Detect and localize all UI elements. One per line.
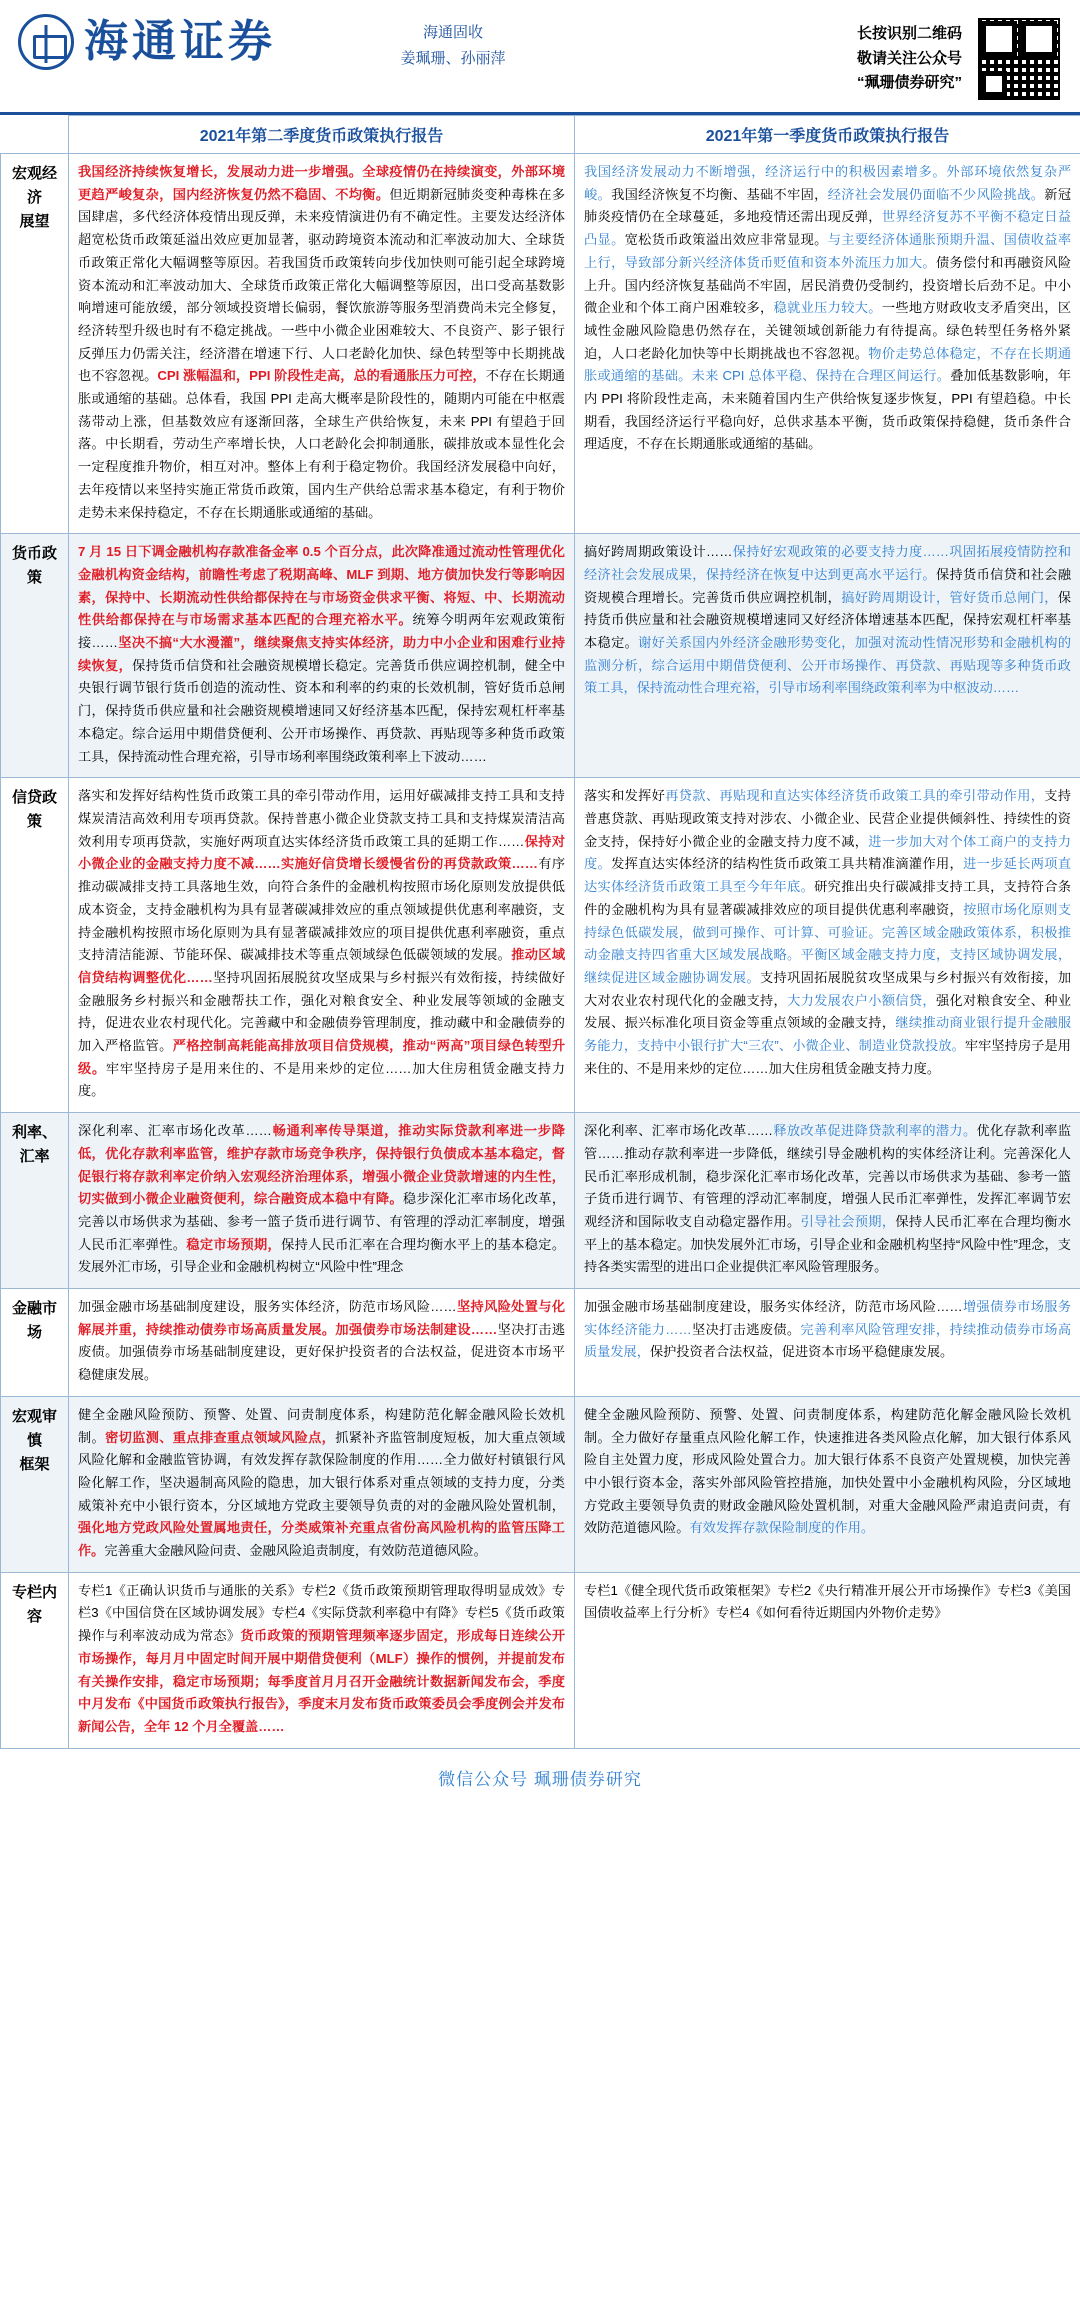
text-segment: 稳定市场预期， [186, 1236, 282, 1252]
text-segment: 保持人民币汇率在合理均衡水平上的基本稳定。发展外汇市场，引导企业和金融机构树立“风险中性”理念 [78, 1236, 566, 1275]
text-segment: 密切监测、重点排查重点领域风险点， [105, 1429, 336, 1445]
text-segment: 坚持风险处置与化解展并重，持续推动债券市场高质量发展。 [78, 1299, 566, 1337]
text-segment: 物价走势总体稳定，不存在长期通胀或通缩的基础。未来 CPI 总体平稳、保持在合理区间运行。 [584, 345, 1072, 384]
text-segment: 健全金融风险预防、预警、处置、问责制度体系，构建防范化解金融风险长效机制。全力做好存量重点风险化解工作，快速推进各类风险点化解，加大银行体系风险自主处置力度，形成风险处置合力。加大银行体系不良资产处置规模，加快完善中小银行资本金，落实外部风险管控措施，加快处置中小金融机构风险，分区域地方党政主要领导负责的财政金融风险处置机制，对重大金融风险严肃追责问责，有效防范道德风险。 [584, 1406, 1071, 1536]
cell-paragraph [584, 1296, 1071, 1364]
text-segment: 专栏1《正确认识货币与通胀的关系》 [78, 1582, 302, 1598]
text-segment: 专栏3《中国信贷在区域协调发展》 [78, 1582, 565, 1621]
footer-account-name: 微信公众号 珮珊债券研究 [438, 1769, 642, 1789]
cell-paragraph [584, 1404, 1071, 1540]
cell-paragraph [78, 1120, 565, 1279]
text-segment: 加强债券市场法制建设…… [335, 1321, 498, 1337]
text-segment: 谢好关系国内外经济金融形势变化，加强对流动性情况形势和金融机构的监测分析，综合运用中期借贷便利、公开市场操作、再贷款、再贴现等多种货币政策工具，保持流动性合理充裕，引导市场利率围绕政策利率为中枢波动…… [584, 635, 1072, 696]
row-label: 金融市场 [1, 1289, 69, 1397]
text-segment: 货币政策的预期管理频率逐步固定，形成每日连续公开市场操作，每月月中固定时间开展中期借贷便利（MLF）操作的惯例，并提前发布有关操作安排，稳定市场预期；每季度首月月召开金融统计数据新闻发布会，季度中月发布《中国货币政策执行报告》，季度末月发布货币政策委员会季度例会并发布新闻公告，全年 12 个月全覆盖…… [78, 1628, 566, 1734]
text-segment: 债务偿付和再融资风险上升。 [584, 254, 1072, 293]
text-segment: 我国经济持续恢复增长，发展动力进一步增强。 [78, 164, 363, 179]
qr-block [558, 14, 1062, 102]
table-row [1, 154, 1080, 534]
text-segment: 全球疫情仍在持续演变，外部环境更趋严峻复杂，国内经济恢复仍然不稳固、不均衡。 [78, 164, 566, 202]
text-segment: 释放改革促进降贷款利率的潜力。 [772, 1123, 977, 1139]
qr-code-icon [976, 16, 1062, 102]
cell-paragraph [584, 1580, 1071, 1625]
text-segment: 专栏4《如何看待近期国内外物价走势》 [715, 1605, 948, 1621]
text-segment: 加强金融市场基础制度建设，服务实体经济，防范市场风险…… [584, 1299, 963, 1315]
cell-left [69, 1396, 575, 1572]
text-segment: 稳就业压力较大。 [773, 300, 882, 316]
cell-right [575, 778, 1080, 1113]
authors-names: 姜珮珊、孙丽萍 [400, 49, 506, 67]
table-row [1, 778, 1080, 1113]
text-segment: 专栏4《实际贷款利率稳中有降》 [271, 1605, 465, 1621]
text-segment: 专栏2《货币政策预期管理取得明显成效》 [301, 1582, 552, 1598]
text-segment: 抓紧补齐监管制度短板，加大重点领域风险化解和金融监管协调， [78, 1429, 566, 1468]
cell-left [69, 1113, 575, 1289]
text-segment: 与主要经济体通胀预期升温、国债收益率上行，导致部分新兴经济体货币贬值和资本外流压力加大。 [584, 232, 1072, 270]
text-segment: 稳步深化汇率市场化改革，完善以市场供求为基础、参考一篮子货币进行调节、有管理的浮动汇率制度，增强人民币汇率弹性。 [78, 1191, 566, 1252]
cell-left [69, 534, 575, 778]
text-segment: 支持普惠贷款、再贴现政策支持对涉农、小微企业、民营企业提供倾斜性、持续性的资金支持，保持好小微企业的金融支持力度不减， [584, 788, 1072, 849]
text-segment: 坚决打击逃废债。 [691, 1321, 801, 1337]
cell-right [575, 534, 1080, 778]
text-segment: 经济社会发展仍面临不少风险挑战。 [827, 186, 1045, 202]
authors-block [348, 14, 558, 71]
text-segment: 宽松货币政策溢出效应非常显现。 [624, 232, 828, 248]
text-segment: 专栏3《美国国债收益率上行分析》 [584, 1582, 1071, 1621]
text-segment: 平衡区域金融支持力度，支持区域协调发展，继续促进区域金融协调发展。 [584, 947, 1072, 985]
text-segment: 坚决打击逃废债。 [78, 1321, 566, 1360]
text-segment: 严格控制高耗能高排放项目信贷规模，推动“两高”项目绿色转型升级。 [78, 1038, 566, 1076]
cell-left [69, 778, 575, 1113]
text-segment: 继续推动商业银行提升金融服务能力，支持中小银行扩大“三农”、小微企业、制造业贷款投放。 [584, 1015, 1072, 1054]
text-segment: 研究推出央行碳减排支持工具，支持符合条件的金融机构为具有显著碳减排效应的项目提供优惠利率融资， [584, 879, 1072, 917]
text-segment: 有效发挥存款保险制度的作用……全力做好村镇银行风险化解工作，坚决遏制高风险的隐患，加大银行体系对重点领域的支持力度，分类威策补充中小银行资本，分区域地方党政主要领导负责的对的金融风险处置机制， [78, 1452, 566, 1513]
cell-right [575, 1572, 1080, 1748]
row-label: 宏观审慎 框架 [1, 1396, 69, 1572]
text-segment: 若我国货币政策转向步伐加快则可能引起全球跨境资本流动和汇率波动加大、全球货币政策正常化大幅调整等原因，出口受高基数影响增速可能放缓，部分领域投资增长偏弱，餐饮旅游等服务型消费尚未完全修复，经济转型升级也时有不稳定挑战。 [78, 254, 566, 338]
text-segment: 不存在长期通胀或通缩的基础。总体看，我国 PPI 走高大概率是阶段性的，随期内可能在中枢震荡带动上涨，但基数效应有逐渐回落，全球生产供给恢复，未来 PPI 有望趋于回落。中长期看，劳动生产率增长快，人口老龄化会抑制通胀，碳排放或本显性化会一定程度推升物价，相互对冲。整体上有利于稳定物价。 [78, 368, 565, 475]
text-segment: 有序推动碳减排支持工具落地生效，向符合条件的金融机构按照市场化原则发放提供低成本资金，支持金融机构为具有显著碳减排效应的重点领域提供优惠利率融资，支持金融机构按照市场化原则为具有显著碳减排效应的项目提供优惠利率融资，重点支持清洁能源、节能环保、碳减排技术等重点领域绿色低碳领域的发展。 [78, 856, 566, 963]
haitong-circle-logo-icon [18, 14, 74, 70]
text-segment: 保持人民币汇率在合理均衡水平上的基本稳定。加快发展外汇市场，引导企业和金融机构坚持“风险中性”理念，支持各类实需型的进出口企业提供汇率风险管理服务。 [584, 1213, 1072, 1275]
cell-right [575, 1289, 1080, 1397]
qr-caption-line-3: “珮珊债券研究” [856, 74, 962, 92]
text-segment: 强化地方党政风险处置属地责任，分类威策补充重点省份高风险机构的监管压降工作。 [78, 1520, 565, 1559]
cell-left [69, 1289, 575, 1397]
text-segment: 完善区域金融政策体系，积极推动金融支持四省重大区域发展战略。 [584, 924, 1072, 963]
text-segment: 我国经济恢复不均衡、基础不牢固， [611, 186, 828, 202]
text-segment: 外部环境依然复杂严峻。 [584, 164, 1072, 202]
qr-caption-line-1: 长按识别二维码 [856, 24, 962, 42]
text-segment: 专栏2《央行精准开展公开市场操作》 [777, 1582, 998, 1598]
text-segment: 深化利率、汇率市场化改革…… [584, 1123, 773, 1139]
text-segment: 保护投资者合法权益，促进资本市场平稳健康发展。 [649, 1344, 954, 1360]
cell-paragraph [78, 785, 565, 1103]
text-segment: 进一步延长两项直达实体经济货币政策工具至今年年底。 [584, 856, 1072, 895]
text-segment: 强化对粮食安全、种业发展、振兴标准化项目资金等重点领域的金融支持， [584, 992, 1072, 1031]
cell-paragraph [78, 161, 565, 524]
text-segment: 落实和发挥好结构性货币政策工具的牵引带动作用，运用好碳减排支持工具和支持煤炭清洁高效利用专项再贷款。保持普惠小微企业贷款支持工具和支持煤炭清洁高效利用专项再贷款，实施好两项直达实体经济货币政策工具的延期工作…… [78, 788, 565, 849]
text-segment: 坚持巩固拓展脱贫攻坚成果与乡村振兴有效衔接，持续做好金融服务乡村振兴和金融帮扶工作，强化对粮食安全、种业发展等领域的金融支持，促进农业农村现代化。完善藏中和金融债券管理制度，推动藏中和金融债券的加入严格监管。 [78, 969, 566, 1054]
text-segment: 按照市场化原则支持绿色低碳发展，做到可操作、可计算、可验证。 [584, 901, 1072, 940]
row-label: 信贷政策 [1, 778, 69, 1113]
text-segment: 叠加低基数影响，年内 PPI 将阶段性走高，未来随着国内生产供给恢复逐步恢复，PPI 有望趋稳。 [584, 368, 1072, 407]
cell-right [575, 1396, 1080, 1572]
text-segment: 专栏1《健全现代货币政策框架》 [584, 1582, 778, 1598]
text-segment: 进一步加大对个体工商户的支持力度。 [584, 833, 1072, 872]
text-segment: 加强金融市场基础制度建设，服务实体经济，防范市场风险…… [78, 1299, 457, 1315]
text-segment: 深化利率、汇率市场化改革…… [78, 1123, 272, 1139]
cell-left [69, 1572, 575, 1748]
text-segment: 我国经济发展动力不断增强，经济运行中的积极因素增多。 [584, 164, 947, 179]
text-segment: 保持货币信贷和社会融资规模合理增长。完善货币供应调控机制， [584, 566, 1072, 605]
row-label: 专栏内容 [1, 1572, 69, 1748]
text-segment: 实施好信贷增长缓慢省份的再贷款政策…… [280, 856, 538, 872]
brand-logo [18, 14, 348, 70]
text-segment: 专栏5《货币政策操作与利率波动成为常态》 [78, 1605, 565, 1644]
column-header-row [1, 116, 1080, 154]
text-segment: 再贷款、再贴现和直达实体经济货币政策工具的牵引带动作用， [665, 788, 1045, 804]
table-row [1, 1289, 1080, 1397]
text-segment: 优化存款利率监管……推动存款利率进一步降低，继续引导金融机构的实体经济让利。完善深化人民币汇率形成机制，稳步深化汇率市场化改革，完善以市场供求为基础、参考一篮子货币进行调节、有管理的浮动汇率制度，增强人民币汇率弹性，发挥汇率调节宏观经济和国际收支自动稳定器作用。 [584, 1123, 1072, 1229]
text-segment: 新冠肺炎疫情仍在全球蔓延，多地疫情还需出现反弹， [584, 186, 1072, 225]
text-segment: 完善重大金融风险问责、金融风险追责制度，有效防范道德风险。 [104, 1543, 487, 1559]
cell-right [575, 154, 1080, 534]
table-row [1, 534, 1080, 778]
text-segment: 引导社会预期， [800, 1213, 896, 1229]
qr-caption-line-2: 敬请关注公众号 [856, 49, 962, 67]
text-segment: 加强债券市场基础制度建设，更好保护投资者的合法权益，促进资本市场平稳健康发展。 [78, 1344, 566, 1383]
text-segment: 完善利率风险管理安排，持续推动债券市场高质量发展， [584, 1321, 1072, 1360]
text-segment: 统筹今明两年宏观政策衔接…… [78, 612, 566, 651]
text-segment: 保持好宏观政策的必要支持力度…… [732, 544, 949, 560]
column-title-left: 2021年第二季度货币政策执行报告 [69, 116, 575, 154]
text-segment: 国内经济恢复基础尚不牢固，居民消费仍受制约，投资增长后劲不足。中小微企业和个体工商户困难较多， [584, 277, 1072, 316]
text-segment: 坚决不搞“大水漫灌”，继续聚焦支持实体经济，助力中小企业和困难行业持续恢复， [78, 635, 566, 673]
cell-paragraph [584, 541, 1071, 700]
column-title-right: 2021年第一季度货币政策执行报告 [575, 116, 1080, 154]
text-segment: 牢牢坚持房子是用来住的、不是用来炒的定位……加大住房租赁金融支持力度。 [584, 1038, 1071, 1076]
row-label: 货币政策 [1, 534, 69, 778]
text-segment: 大力发展农户小额信贷， [787, 992, 936, 1008]
text-segment: 畅通利率传导渠道，推动实际贷款利率进一步降低，优化存款利率监管，维护存款市场竞争秩序，保持银行负债成本基本稳定，督促银行将存款利率定价纳入宏观经济治理体系，增强小微企业贷款增速的内生性，切实做到小微企业融资便利，综合融资成本稳中有降。 [78, 1123, 565, 1207]
text-segment: 但近期新冠肺炎变种毒株在多国肆虐，多代经济体疫情出现反弹，未来疫情演进仍有不确定性。主要发达经济体超宽松货币政策延溢出效应更加显著，驱动跨境资本流动和汇率波动加大、全球货币政策正常化大幅调整等原因。 [78, 186, 566, 270]
cell-paragraph [78, 541, 565, 768]
page-header [0, 0, 1080, 115]
text-segment: 牢牢坚持房子是用来住的、不是用来炒的定位……加大住房租赁金融支持力度。 [78, 1060, 566, 1099]
text-segment: 健全金融风险预防、预警、处置、问责制度体系，构建防范化解金融风险长效机制。 [78, 1406, 565, 1445]
text-segment: 保持货币信贷和社会融资规模增长稳定。完善货币供应调控机制，健全中央银行调节银行货币创造的流动性、资本和利率的约束的长效机制，管好货币总闸门，保持货币供应量和社会融资规模增速同又好经济基本匹配，保持宏观杠杆率基本稳定。综合运用中期借贷便利、公开市场操作、再贷款、再贴现等多种货币政策工具，保持流动性合理充裕，引导市场利率围绕政策利率上下波动…… [78, 657, 566, 764]
row-label: 宏观经济 展望 [1, 154, 69, 534]
cell-left [69, 154, 575, 534]
text-segment: 中长期看，我国经济运行平稳向好，总供求基本平衡，货币政策保持稳健，货币条件合理适度，不存在长期通胀或通缩的基础。 [584, 391, 1071, 452]
text-segment: 世界经济复苏不平衡不稳定日益凸显。 [584, 209, 1072, 248]
cell-paragraph [584, 1120, 1071, 1279]
cell-paragraph [78, 1296, 565, 1387]
text-segment: 推动区域信贷结构调整优化…… [78, 947, 566, 985]
text-segment: 我国经济发展稳中向好，去年疫情以来坚持实施正常货币政策，国内生产供给总需求基本稳定，有利于物价走势未来保持稳定，不存在长期通胀或通缩的基础。 [78, 459, 565, 520]
page-footer [0, 1749, 1080, 1816]
row-label: 利率、 汇率 [1, 1113, 69, 1289]
text-segment: 一些中小微企业困难较大、不良资产、影子银行反弹压力仍需关注，经济潜在增速下行、人口老龄化加快、绿色转型等中长期挑战也不容忽视。 [78, 322, 565, 384]
brand-name: 海通证券 [84, 17, 276, 66]
text-segment: 搞好跨周期设计，管好货币总闸门， [841, 589, 1058, 605]
corner-cell [1, 116, 69, 154]
authors-team: 海通固收 [422, 24, 483, 41]
table-row [1, 1572, 1080, 1748]
text-segment: 增强债券市场服务实体经济能力…… [584, 1299, 1072, 1337]
text-segment: 落实和发挥好 [584, 788, 666, 804]
cell-paragraph [78, 1580, 565, 1739]
text-segment: 搞好跨周期政策设计…… [584, 544, 733, 560]
comparison-table [0, 115, 1080, 1749]
text-segment: CPI 涨幅温和，PPI 阶段性走高，总的看通胀压力可控， [157, 368, 486, 384]
qr-code-finder-icon [981, 71, 1007, 97]
text-segment: 发挥直达实体经济的结构性货币政策工具共精准滴灌作用， [611, 856, 964, 872]
cell-right [575, 1113, 1080, 1289]
text-segment: 7 月 15 日下调金融机构存款准备金率 0.5 个百分点，此次降准通过流动性管理优化金融机构资金结构，前瞻性考虑了税期高峰、MLF 到期、地方债加快发行等影响因素，保持中、长期流动性供给都保持在与市场资金供求平衡、将短、中、长期流动性供给都保持在与市场需求基本匹配的合理充裕水平。 [78, 544, 565, 628]
table-row [1, 1396, 1080, 1572]
text-segment: 保持货币供应量和社会融资规模增速同又好经济体增速基本匹配，保持宏观杠杆率基本稳定。 [584, 589, 1072, 651]
cell-paragraph [584, 785, 1071, 1080]
text-segment: 一些地方财政收支矛盾突出，区域性金融风险隐患仍然存在，关键领域创新能力有待提高。绿色转型任务格外紧迫，人口老龄化加快等中长期挑战也不容忽视。 [584, 300, 1072, 361]
text-segment: 巩固拓展疫情防控和经济社会发展成果，保持经济在恢复中达到更高水平运行。 [584, 544, 1072, 582]
table-row [1, 1113, 1080, 1289]
cell-paragraph [584, 161, 1071, 456]
text-segment: 保持对小微企业的金融支持力度不减…… [78, 833, 566, 872]
text-segment: 有效发挥存款保险制度的作用。 [689, 1520, 875, 1536]
qr-caption [857, 22, 962, 96]
text-segment: 支持巩固拓展脱贫攻坚成果与乡村振兴有效衔接，加大对农业农村现代化的金融支持， [584, 969, 1072, 1008]
cell-paragraph [78, 1404, 565, 1563]
